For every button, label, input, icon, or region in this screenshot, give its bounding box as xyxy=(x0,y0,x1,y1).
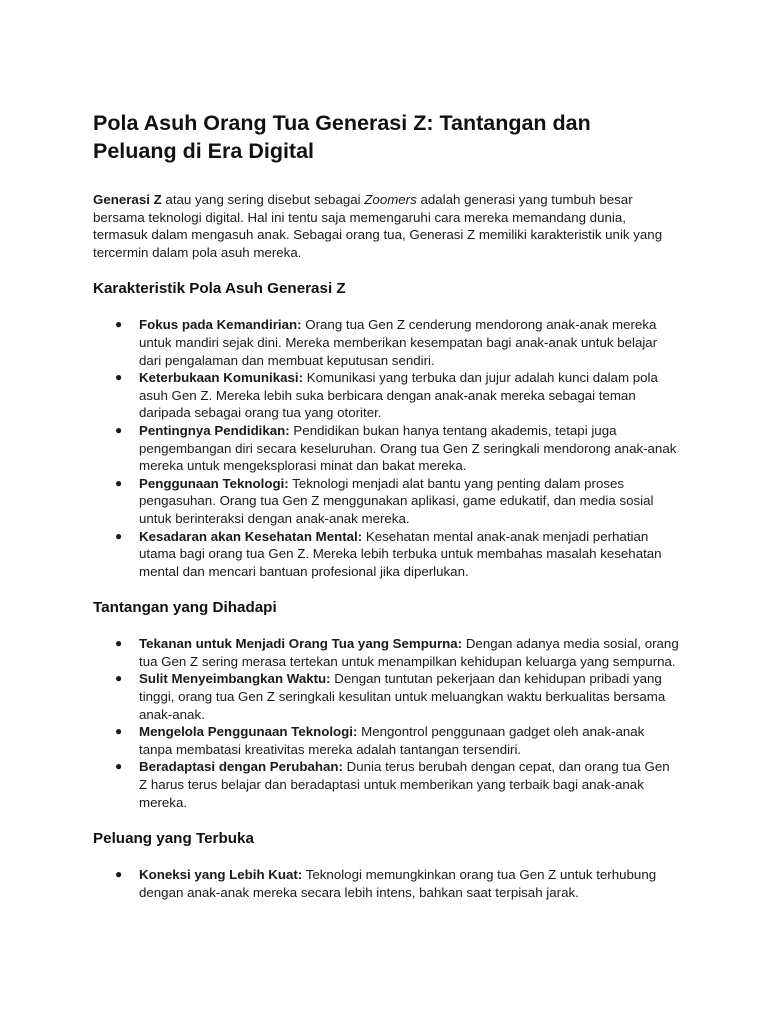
list-item-term: Sulit Menyeimbangkan Waktu: xyxy=(139,671,331,687)
bullet-list-karakteristik xyxy=(93,316,679,580)
section-heading-peluang: Peluang yang Terbuka xyxy=(93,830,254,848)
document-title: Pola Asuh Orang Tua Generasi Z: Tantangan dan Peluang di Era Digital xyxy=(93,111,591,163)
list-item-term: Fokus pada Kemandirian: xyxy=(139,317,302,333)
section-heading-karakteristik: Karakteristik Pola Asuh Generasi Z xyxy=(93,280,346,298)
list-item-text: Dengan adanya media sosial, orang tua Gen Z sering merasa tertekan untuk menampilkan kehidupan keluarga yang sempurna. xyxy=(139,636,679,669)
bullet-dot-icon: ● xyxy=(115,724,123,739)
list-item-term: Kesadaran akan Kesehatan Mental: xyxy=(139,528,363,544)
bullet-dot-icon: ● xyxy=(115,370,123,385)
section-heading-tantangan: Tantangan yang Dihadapi xyxy=(93,599,277,617)
bullet-dot-icon: ● xyxy=(115,422,123,437)
list-item-term: Keterbukaan Komunikasi: xyxy=(139,370,304,386)
bullet-dot-icon: ● xyxy=(115,759,123,774)
list-item xyxy=(115,528,679,581)
list-item-text: Teknologi memungkinkan orang tua Gen Z untuk terhubung dengan anak-anak mereka secara lebih intens, bahkan saat terpisah jarak. xyxy=(139,867,657,900)
list-item-text: Dengan tuntutan pekerjaan dan kehidupan pribadi yang tinggi, orang tua Gen Z seringkali kesulitan untuk meluangkan waktu berkualitas bersama anak-anak. xyxy=(139,671,666,722)
list-item xyxy=(115,475,679,528)
bullet-dot-icon: ● xyxy=(115,528,123,543)
bullet-dot-icon: ● xyxy=(115,867,123,882)
list-item xyxy=(115,635,679,670)
list-item-text: Dunia terus berubah dengan cepat, dan orang tua Gen Z harus terus belajar dan beradaptasi untuk memberikan yang terbaik bagi anak-anak mereka. xyxy=(139,759,670,810)
list-item xyxy=(115,723,679,758)
list-item xyxy=(115,670,679,723)
list-item-text: Pendidikan bukan hanya tentang akademis, tetapi juga pengembangan diri secara keseluruhan. Orang tua Gen Z seringkali mendorong anak-anak mereka untuk mengeksplorasi minat dan bakat mereka. xyxy=(139,422,677,474)
list-item xyxy=(115,758,679,811)
intro-italic: Zoomers xyxy=(364,192,417,207)
intro-lead-bold: Generasi Z xyxy=(93,192,162,207)
bullet-list-peluang xyxy=(93,866,679,901)
bullet-list-tantangan xyxy=(93,635,679,811)
list-item-text: Kesehatan mental anak-anak menjadi perhatian utama bagi orang tua Gen Z. Mereka lebih terbuka untuk membahas masalah kesehatan mental dan mencari bantuan profesional jika diperlukan. xyxy=(139,528,662,579)
list-item-text: Komunikasi yang terbuka dan jujur adalah kunci dalam pola asuh Gen Z. Mereka lebih suka berbicara dengan anak-anak mereka sebagai teman daripada sebagai orang tua yang otoriter. xyxy=(139,370,658,421)
list-item xyxy=(115,316,679,369)
intro-paragraph xyxy=(93,191,679,261)
bullet-dot-icon: ● xyxy=(115,317,123,332)
list-item-term: Mengelola Penggunaan Teknologi: xyxy=(139,724,358,740)
bullet-dot-icon: ● xyxy=(115,671,123,686)
list-item-text: Orang tua Gen Z cenderung mendorong anak-anak mereka untuk mandiri sejak dini. Mereka memberikan kesempatan bagi anak-anak untuk belajar dari pengalaman dan membuat keputusan sendiri. xyxy=(139,317,658,368)
list-item-term: Koneksi yang Lebih Kuat: xyxy=(139,867,303,883)
list-item-term: Penggunaan Teknologi: xyxy=(139,475,289,491)
list-item xyxy=(115,369,679,422)
bullet-dot-icon: ● xyxy=(115,475,123,490)
bullet-dot-icon: ● xyxy=(115,636,123,651)
list-item xyxy=(115,422,679,475)
intro-text-part1: atau yang sering disebut sebagai xyxy=(161,192,365,207)
list-item-term: Beradaptasi dengan Perubahan: xyxy=(139,759,343,775)
list-item-text: Mengontrol penggunaan gadget oleh anak-anak tanpa membatasi kreativitas mereka adalah tantangan tersendiri. xyxy=(139,724,645,757)
intro-text-part2: adalah generasi yang tumbuh besar bersama teknologi digital. Hal ini tentu saja memengaruhi cara mereka memandang dunia, termasuk dalam mengasuh anak. Sebagai orang tua, Generasi Z memiliki karakteristik unik yang tercermin dalam pola asuh mereka. xyxy=(93,192,663,260)
document-page xyxy=(93,109,679,901)
list-item xyxy=(115,866,679,901)
list-item-term: Pentingnya Pendidikan: xyxy=(139,422,290,438)
list-item-term: Tekanan untuk Menjadi Orang Tua yang Sempurna: xyxy=(139,636,463,652)
list-item-text: Teknologi menjadi alat bantu yang penting dalam proses pengasuhan. Orang tua Gen Z menggunakan aplikasi, game edukatif, dan media sosial untuk berinteraksi dengan anak-anak mereka. xyxy=(139,475,654,526)
